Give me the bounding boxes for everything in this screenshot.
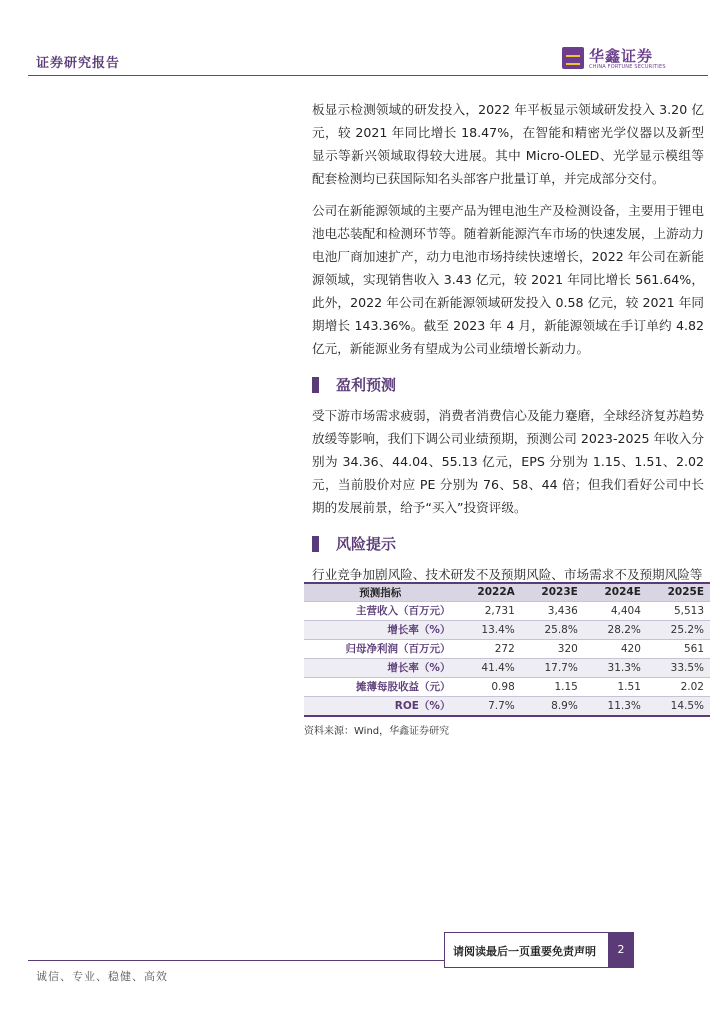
table-source-note: 资料来源：Wind，华鑫证券研究 [304, 726, 450, 737]
report-type-label: 证券研究报告 [36, 56, 121, 71]
table-row [304, 658, 710, 677]
section-title: 风险提示 [336, 535, 397, 553]
table-cell: 320 [521, 639, 584, 658]
table-cell: 31.3% [584, 658, 647, 677]
company-logo [562, 46, 702, 74]
table-cell: 4,404 [584, 601, 647, 620]
forecast-table [304, 584, 710, 715]
header-cell: 预测指标 [304, 584, 456, 601]
paragraph-new-energy: 公司在新能源领域的主要产品为锂电池生产及检测设备，主要用于锂电池电芯装配和检测环节等。随着新能源汽车市场的快速发展，上游动力电池厂商加速扩产，动力电池市场持续快速增长，2022 年公司在新能源领域，实现销售收入 3.43 亿元，较 2021 年同比增长 561.64%，此外，2022 年公司在新能源领域研发投入 0.58 亿元，较 2021 年同期增长 143.36%。截至 2023 年 4 月，新能源领域在手订单约 4.82 亿元，新能源业务有望成为公司业绩增长新动力。 [312, 203, 704, 356]
section-marker [312, 536, 319, 552]
paragraph-risk: 行业竞争加剧风险、技术研发不及预期风险、市场需求不及预期风险等 [312, 567, 703, 582]
section-heading-profit [312, 372, 704, 398]
table-cell: 272 [456, 639, 520, 658]
header-cell: 2023E [521, 584, 584, 601]
table-cell: 1.15 [521, 677, 584, 696]
table-cell: 11.3% [584, 696, 647, 715]
table-row [304, 639, 710, 658]
table-cell: 5,513 [647, 601, 710, 620]
table-cell: 3,436 [521, 601, 584, 620]
section-title: 盈利预测 [336, 376, 397, 394]
main-content [312, 98, 704, 586]
section-marker [312, 377, 319, 393]
table-bottom-rule [304, 715, 710, 717]
table-header-row [304, 584, 710, 601]
table-cell: 561 [647, 639, 710, 658]
row-label: 主营收入（百万元） [304, 601, 456, 620]
table-cell: 17.7% [521, 658, 584, 677]
table-row [304, 677, 710, 696]
table-cell: 25.8% [521, 620, 584, 639]
row-label: 摊薄每股收益（元） [304, 677, 456, 696]
logo-icon [562, 47, 584, 69]
table-cell: 14.5% [647, 696, 710, 715]
disclaimer-link[interactable]: 请阅读最后一页重要免责声明 [453, 945, 596, 958]
header-cell: 2025E [647, 584, 710, 601]
section-heading-risk [312, 531, 704, 557]
table-cell: 13.4% [456, 620, 520, 639]
table-row [304, 620, 710, 639]
row-label: 增长率（%） [304, 658, 456, 677]
footer-divider [28, 960, 444, 961]
row-label: 归母净利润（百万元） [304, 639, 456, 658]
table-cell: 25.2% [647, 620, 710, 639]
table-cell: 1.51 [584, 677, 647, 696]
row-label: 增长率（%） [304, 620, 456, 639]
logo-subtext: CHINA FORTUNE SECURITIES [589, 64, 666, 70]
table-row [304, 696, 710, 715]
page-number: 2 [608, 932, 634, 968]
table-cell: 8.9% [521, 696, 584, 715]
forecast-table-block [304, 582, 710, 737]
table-cell: 28.2% [584, 620, 647, 639]
table-cell: 41.4% [456, 658, 520, 677]
header-divider [28, 75, 708, 76]
row-label: ROE（%） [304, 696, 456, 715]
table-cell: 420 [584, 639, 647, 658]
disclaimer-box [444, 932, 608, 968]
table-row [304, 601, 710, 620]
table-cell: 33.5% [647, 658, 710, 677]
table-cell: 2,731 [456, 601, 520, 620]
company-motto: 诚信、专业、稳健、高效 [36, 970, 168, 983]
table-cell: 2.02 [647, 677, 710, 696]
table-cell: 7.7% [456, 696, 520, 715]
logo-text: 华鑫证券 [589, 47, 654, 65]
paragraph-display-rd: 板显示检测领域的研发投入，2022 年平板显示领域研发投入 3.20 亿元，较 2021 年同比增长 18.47%，在智能和精密光学仪器以及新型显示等新兴领域取得较大进展。其中 Micro-OLED、光学显示模组等配套检测均已获国际知名头部客户批量订单，并完成部分交付。 [312, 102, 704, 186]
table-cell: 0.98 [456, 677, 520, 696]
header-cell: 2022A [456, 584, 520, 601]
header-cell: 2024E [584, 584, 647, 601]
page-header [0, 0, 724, 80]
paragraph-profit-forecast: 受下游市场需求疲弱，消费者消费信心及能力蹇磨，全球经济复苏趋势放缓等影响，我们下调公司业绩预期，预测公司 2023-2025 年收入分别为 34.36、44.04、55.13 亿元，EPS 分别为 1.15、1.51、2.02 元，当前股价对应 PE 分别为 76、58、44 倍；但我们看好公司中长期的发展前景，给予“买入”投资评级。 [312, 408, 704, 515]
